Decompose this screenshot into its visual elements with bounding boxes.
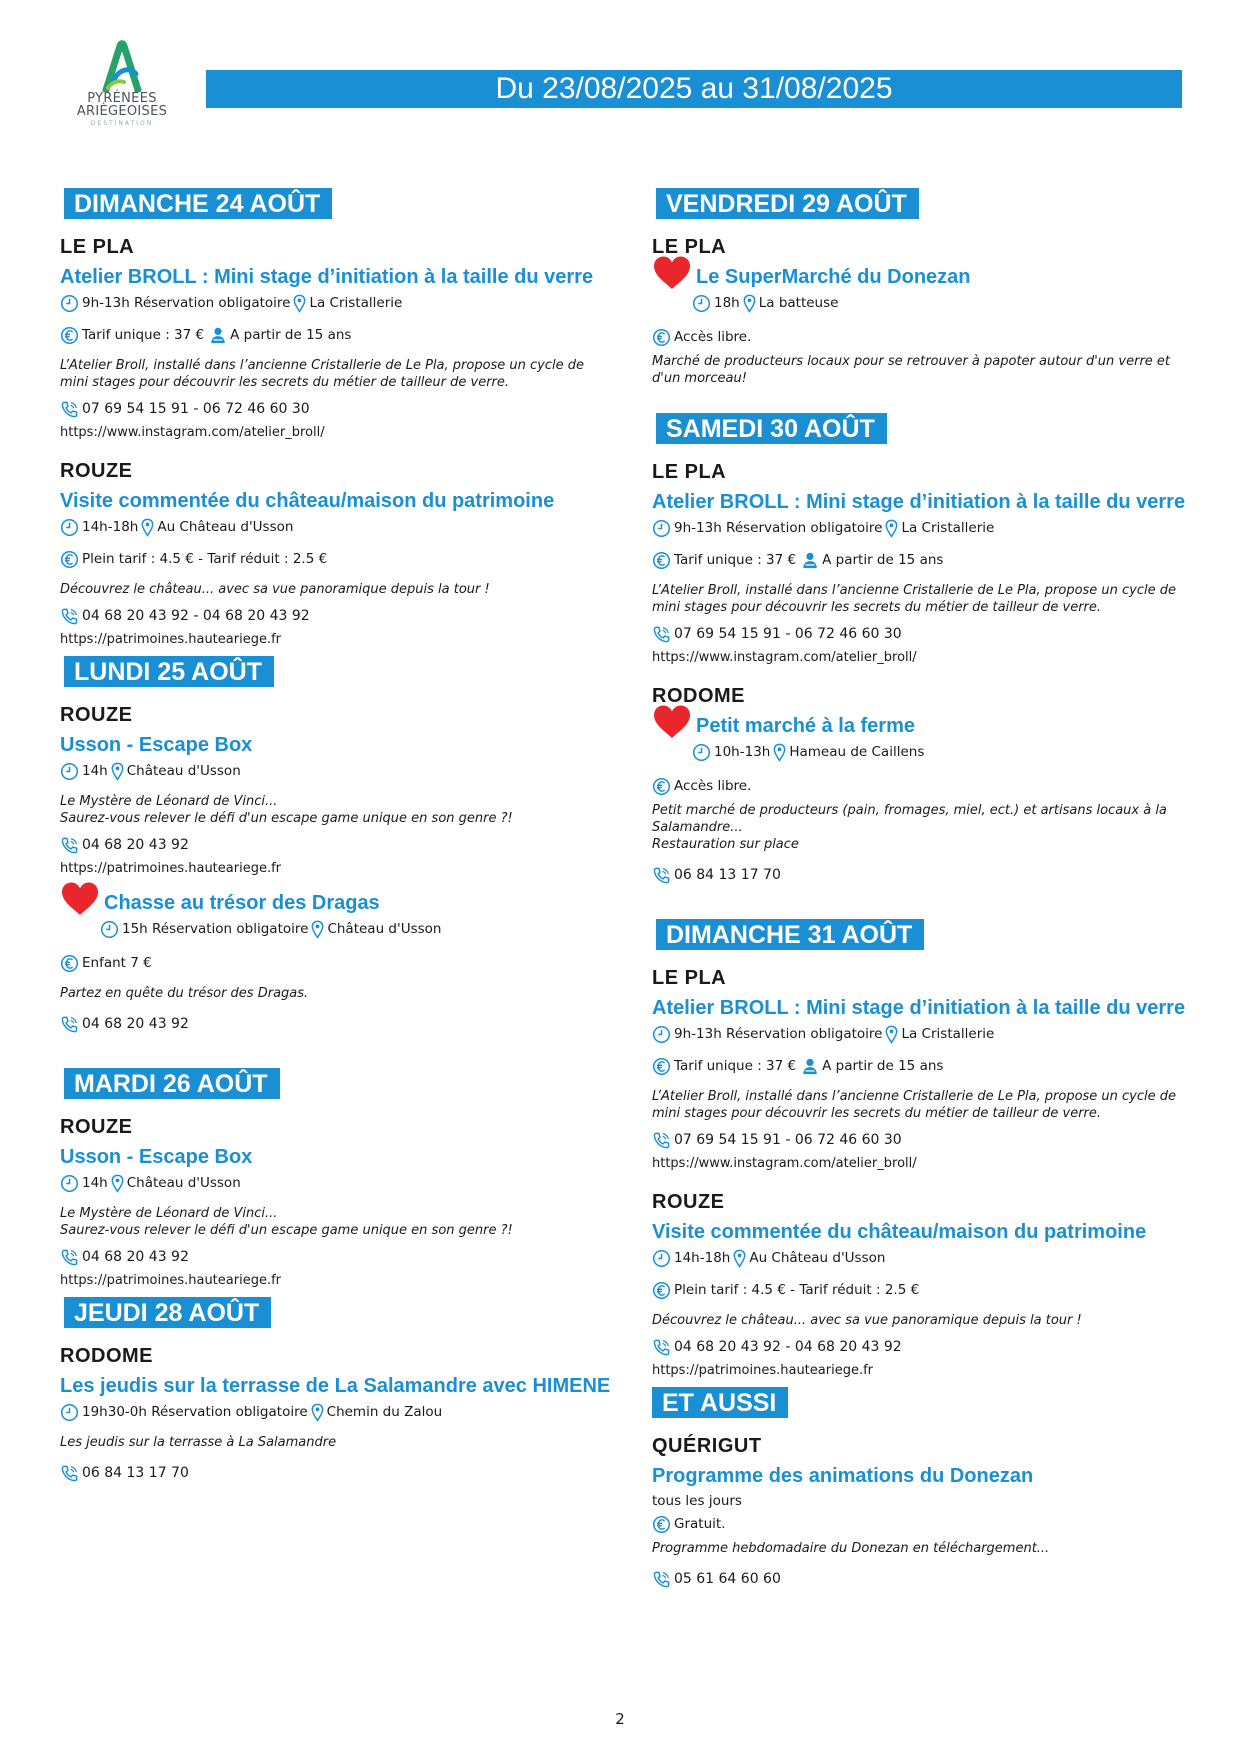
event-place: Au Château d'Usson	[749, 1250, 886, 1266]
event-link[interactable]: https://patrimoines.hauteariege.fr	[652, 1363, 874, 1378]
event-description: Découvrez le château... avec sa vue panoramique depuis la tour !	[60, 582, 490, 597]
event-price-row	[60, 325, 600, 345]
euro-icon	[652, 328, 671, 347]
event-place: Château d'Usson	[327, 921, 442, 937]
location-name: ROUZE	[652, 1191, 725, 1213]
phone-icon	[652, 1131, 671, 1150]
phone-icon	[652, 1338, 671, 1357]
event-time: 19h30-0h Réservation obligatoire	[82, 1404, 308, 1420]
clock-icon	[692, 743, 711, 762]
event-place: La Cristallerie	[309, 295, 403, 311]
clock-icon	[652, 519, 671, 538]
event-price-row	[652, 550, 1192, 570]
heart-icon	[652, 255, 692, 291]
event-age: A partir de 15 ans	[822, 1058, 944, 1074]
event-description: Programme hebdomadaire du Donezan en téléchargement...	[652, 1541, 1050, 1556]
event-phone[interactable]: 07 69 54 15 91 - 06 72 46 60 30	[674, 626, 902, 642]
event-time: 10h-13h	[714, 744, 771, 760]
event-phone[interactable]: 07 69 54 15 91 - 06 72 46 60 30	[674, 1132, 902, 1148]
location-pin-icon	[743, 294, 756, 313]
location-pin-icon	[311, 920, 324, 939]
event-time-place	[652, 1248, 1192, 1268]
event-price-row	[652, 327, 1192, 347]
day-header: SAMEDI 30 AOÛT	[656, 413, 887, 444]
event-title[interactable]: Usson - Escape Box	[60, 734, 253, 756]
event-time-place	[652, 1024, 1192, 1044]
event-description: L’Atelier Broll, installé dans l’ancienne Cristallerie de Le Pla, propose un cycle de mini stages pour découvrir les secrets du métier de tailleur de verre.	[652, 1089, 1177, 1121]
logo-text-3: DESTINATION	[90, 120, 154, 127]
event-price: Enfant 7 €	[82, 955, 152, 971]
event-place: Hameau de Caillens	[789, 744, 925, 760]
phone-icon	[60, 400, 79, 419]
event-link[interactable]: https://www.instagram.com/atelier_broll/	[652, 1156, 917, 1171]
brand-logo	[72, 40, 172, 140]
event-description: Restauration sur place	[652, 837, 799, 852]
euro-icon	[60, 954, 79, 973]
event-phone[interactable]: 04 68 20 43 92 - 04 68 20 43 92	[82, 608, 310, 624]
logo-mark-icon	[100, 40, 144, 92]
event-description: L’Atelier Broll, installé dans l’ancienne Cristallerie de Le Pla, propose un cycle de mini stages pour découvrir les secrets du métier de tailleur de verre.	[652, 583, 1177, 615]
event-schedule: tous les jours	[652, 1493, 742, 1509]
event-link[interactable]: https://patrimoines.hauteariege.fr	[60, 1273, 282, 1288]
event-title[interactable]: Atelier BROLL : Mini stage d’initiation à la taille du verre	[652, 491, 1186, 513]
person-icon	[801, 551, 819, 569]
event-title[interactable]: Atelier BROLL : Mini stage d’initiation à la taille du verre	[60, 266, 594, 288]
event-title[interactable]: Visite commentée du château/maison du patrimoine	[60, 490, 555, 512]
location-pin-icon	[733, 1249, 746, 1268]
clock-icon	[652, 1025, 671, 1044]
phone-icon	[652, 625, 671, 644]
event-link[interactable]: https://www.instagram.com/atelier_broll/	[60, 425, 325, 440]
logo-text-1: PYRÉNÉES	[87, 91, 157, 106]
event-phone-row	[652, 1130, 1192, 1150]
event-phone-row	[652, 624, 1192, 644]
event-time: 14h	[82, 1175, 108, 1191]
event-description: Le Mystère de Léonard de Vinci...	[60, 1206, 278, 1221]
event-phone-row	[60, 1014, 600, 1034]
page-number: 2	[615, 1710, 625, 1728]
location-pin-icon	[885, 1025, 898, 1044]
event-time-place	[60, 293, 600, 313]
location-name: ROUZE	[60, 460, 133, 482]
event-phone[interactable]: 05 61 64 60 60	[674, 1571, 781, 1587]
heart-icon	[60, 881, 100, 917]
event-description: Saurez-vous relever le défi d'un escape game unique en son genre ?!	[60, 1223, 513, 1238]
euro-icon	[60, 326, 79, 345]
event-phone-row	[652, 1569, 1192, 1589]
event-time-place	[652, 518, 1192, 538]
event-place: La Cristallerie	[901, 1026, 995, 1042]
event-title[interactable]	[652, 263, 1192, 291]
event-title[interactable]: Les jeudis sur la terrasse de La Salamandre avec HIMENE	[60, 1375, 611, 1397]
euro-icon	[652, 1515, 671, 1534]
event-phone[interactable]: 04 68 20 43 92	[82, 1016, 189, 1032]
heart-icon	[652, 704, 692, 740]
event-price: Tarif unique : 37 €	[82, 327, 205, 343]
event-time-place	[60, 1173, 600, 1193]
clock-icon	[692, 294, 711, 313]
location-pin-icon	[311, 1403, 324, 1422]
location-name: LE PLA	[652, 236, 727, 258]
event-time-place	[60, 1402, 600, 1422]
event-phone-row	[652, 865, 1192, 885]
phone-icon	[60, 836, 79, 855]
event-title-text: Le SuperMarché du Donezan	[696, 266, 971, 288]
phone-icon	[60, 607, 79, 626]
location-name: RODOME	[60, 1345, 153, 1367]
day-header: LUNDI 25 AOÛT	[64, 656, 274, 687]
event-price-row	[652, 1056, 1192, 1076]
event-price-row	[652, 1514, 1192, 1534]
day-header: JEUDI 28 AOÛT	[64, 1297, 271, 1328]
person-icon	[801, 1057, 819, 1075]
event-time-place	[60, 761, 600, 781]
euro-icon	[652, 551, 671, 570]
phone-icon	[60, 1464, 79, 1483]
event-title-text: Petit marché à la ferme	[696, 715, 915, 737]
event-description: Marché de producteurs locaux pour se retrouver à papoter autour d'un verre et d'un morceau!	[652, 354, 1171, 386]
event-time: 14h-18h	[82, 519, 139, 535]
location-pin-icon	[111, 762, 124, 781]
event-phone-row	[60, 835, 600, 855]
location-name: RODOME	[652, 685, 745, 707]
event-description: Petit marché de producteurs (pain, fromages, miel, ect.) et artisans locaux à la Salamandre...	[652, 803, 1167, 835]
event-phone-row	[60, 1247, 600, 1267]
right-column	[652, 188, 1192, 1593]
event-time-place	[652, 293, 1192, 313]
event-price: Tarif unique : 37 €	[674, 1058, 797, 1074]
event-price: Plein tarif : 4.5 € - Tarif réduit : 2.5 €	[82, 551, 328, 567]
phone-icon	[652, 866, 671, 885]
event-time: 14h	[82, 763, 108, 779]
location-pin-icon	[293, 294, 306, 313]
person-icon	[209, 326, 227, 344]
event-description: Les jeudis sur la terrasse à La Salamandre	[60, 1435, 337, 1450]
event-link[interactable]: https://www.instagram.com/atelier_broll/	[652, 650, 917, 665]
phone-icon	[60, 1015, 79, 1034]
event-phone-row	[60, 1463, 600, 1483]
day-header: DIMANCHE 24 AOÛT	[64, 188, 332, 219]
event-age: A partir de 15 ans	[822, 552, 944, 568]
event-place: Chemin du Zalou	[326, 1404, 443, 1420]
event-phone[interactable]: 04 68 20 43 92	[82, 1249, 189, 1265]
location-name: QUÉRIGUT	[652, 1435, 762, 1457]
event-title[interactable]: Usson - Escape Box	[60, 1146, 253, 1168]
event-phone[interactable]: 04 68 20 43 92 - 04 68 20 43 92	[674, 1339, 902, 1355]
day-header: ET AUSSI	[652, 1387, 788, 1418]
euro-icon	[652, 1057, 671, 1076]
event-link[interactable]: https://patrimoines.hauteariege.fr	[60, 861, 282, 876]
event-title[interactable]: Visite commentée du château/maison du patrimoine	[652, 1221, 1147, 1243]
location-pin-icon	[141, 518, 154, 537]
location-name: ROUZE	[60, 704, 133, 726]
event-price-row	[60, 549, 600, 569]
location-pin-icon	[111, 1174, 124, 1193]
event-phone-row	[60, 399, 600, 419]
location-pin-icon	[885, 519, 898, 538]
event-title[interactable]	[652, 712, 1192, 740]
event-phone-row	[652, 1337, 1192, 1357]
event-phone[interactable]: 07 69 54 15 91 - 06 72 46 60 30	[82, 401, 310, 417]
event-price-row	[652, 776, 1192, 796]
event-title[interactable]: Programme des animations du Donezan	[652, 1465, 1034, 1487]
event-price: Tarif unique : 37 €	[674, 552, 797, 568]
event-phone-row	[60, 606, 600, 626]
event-time: 18h	[714, 295, 740, 311]
clock-icon	[60, 1403, 79, 1422]
event-phone[interactable]: 04 68 20 43 92	[82, 837, 189, 853]
euro-icon	[652, 777, 671, 796]
event-time-place	[60, 517, 600, 537]
euro-icon	[60, 550, 79, 569]
event-time: 9h-13h Réservation obligatoire	[674, 1026, 883, 1042]
event-description: Découvrez le château... avec sa vue panoramique depuis la tour !	[652, 1313, 1082, 1328]
event-link[interactable]: https://patrimoines.hauteariege.fr	[60, 632, 282, 647]
event-title[interactable]: Atelier BROLL : Mini stage d’initiation à la taille du verre	[652, 997, 1186, 1019]
event-price: Gratuit.	[674, 1516, 726, 1532]
euro-icon	[652, 1281, 671, 1300]
event-time: 14h-18h	[674, 1250, 731, 1266]
event-price: Accès libre.	[674, 329, 752, 345]
location-name: LE PLA	[60, 236, 135, 258]
event-time: 9h-13h Réservation obligatoire	[674, 520, 883, 536]
day-header: VENDREDI 29 AOÛT	[656, 188, 919, 219]
phone-icon	[652, 1570, 671, 1589]
event-place: Château d'Usson	[126, 763, 241, 779]
event-description: Le Mystère de Léonard de Vinci...	[60, 794, 278, 809]
date-range-banner: Du 23/08/2025 au 31/08/2025	[206, 70, 1182, 108]
clock-icon	[100, 920, 119, 939]
event-description: Partez en quête du trésor des Dragas.	[60, 986, 309, 1001]
clock-icon	[652, 1249, 671, 1268]
event-title-text: Chasse au trésor des Dragas	[104, 892, 380, 914]
location-name: LE PLA	[652, 967, 727, 989]
event-place: Château d'Usson	[126, 1175, 241, 1191]
location-name: LE PLA	[652, 461, 727, 483]
event-place: Au Château d'Usson	[157, 519, 294, 535]
clock-icon	[60, 294, 79, 313]
event-price-row	[60, 953, 600, 973]
logo-text-2: ARIÈGEOISES	[76, 104, 168, 119]
event-description: L’Atelier Broll, installé dans l’ancienne Cristallerie de Le Pla, propose un cycle de mini stages pour découvrir les secrets du métier de tailleur de verre.	[60, 358, 585, 390]
event-description: Saurez-vous relever le défi d'un escape game unique en son genre ?!	[60, 811, 513, 826]
event-phone[interactable]: 06 84 13 17 70	[674, 867, 781, 883]
event-time-place	[652, 742, 1192, 762]
event-title[interactable]	[60, 889, 600, 917]
left-column	[60, 188, 611, 1487]
location-name: ROUZE	[60, 1116, 133, 1138]
day-header: DIMANCHE 31 AOÛT	[656, 919, 924, 950]
event-price: Accès libre.	[674, 778, 752, 794]
event-time-place	[60, 919, 600, 939]
event-age: A partir de 15 ans	[230, 327, 352, 343]
event-place: La Cristallerie	[901, 520, 995, 536]
clock-icon	[60, 1174, 79, 1193]
phone-icon	[60, 1248, 79, 1267]
location-pin-icon	[773, 743, 786, 762]
event-price: Plein tarif : 4.5 € - Tarif réduit : 2.5 €	[674, 1282, 920, 1298]
day-header: MARDI 26 AOÛT	[64, 1068, 280, 1099]
clock-icon	[60, 518, 79, 537]
event-price-row	[652, 1280, 1192, 1300]
clock-icon	[60, 762, 79, 781]
event-time: 15h Réservation obligatoire	[122, 921, 309, 937]
event-phone[interactable]: 06 84 13 17 70	[82, 1465, 189, 1481]
event-time: 9h-13h Réservation obligatoire	[82, 295, 291, 311]
event-place: La batteuse	[758, 295, 839, 311]
